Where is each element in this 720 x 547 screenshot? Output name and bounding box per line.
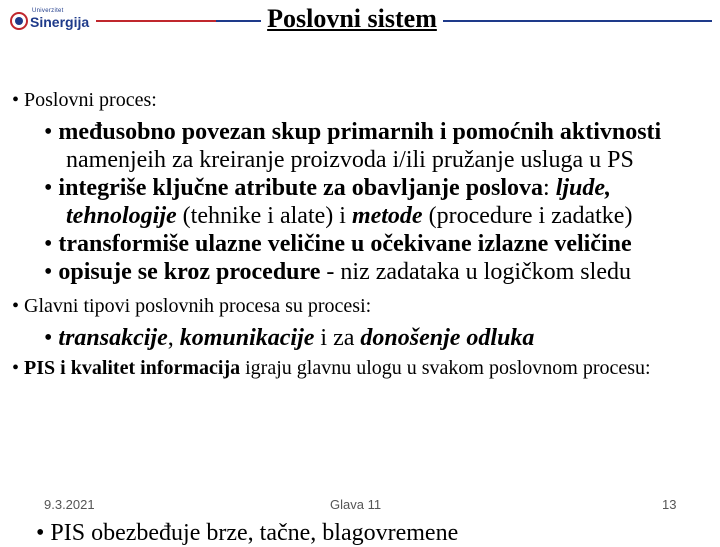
bullet-text: transformiše ulazne veličine u očekivane izlazne veličine xyxy=(58,231,632,257)
page-number: 13 xyxy=(662,497,677,512)
footer-chapter: Glava 11 xyxy=(330,497,382,512)
bullet-level2: • transformiše ulazne veličine u očekivane izlazne veličine xyxy=(44,231,632,257)
bullet-text: integriše ključne atribute za obavljanje poslova: ljude, tehnologije (tehnike i alate) i metode (procedure i zadatke) xyxy=(58,175,633,229)
overflow-bullet-text: • PIS obezbeđuje brze, tačne, blagovremene xyxy=(36,520,459,546)
bullet-level2: • integriše ključne atribute za obavljanje poslova: ljude, tehnologije (tehnike i alate) i metode (procedure i zadatke) xyxy=(44,175,633,229)
slide-content xyxy=(12,88,706,386)
bullet-level2: • opisuje se kroz procedure - niz zadataka u logičkom sledu xyxy=(44,259,631,285)
bullet-text: opisuje se kroz procedure - niz zadataka u logičkom sledu xyxy=(58,259,631,285)
bullet-level1: • Poslovni proces: xyxy=(12,89,157,111)
logo-subtitle: Univerzitet xyxy=(32,8,64,14)
bullet-level2: • transakcije, komunikacije i za donošenje odluka xyxy=(44,325,535,351)
bullet-text: transakcije, komunikacije i za donošenje odluka xyxy=(58,325,535,351)
footer-date: 9.3.2021 xyxy=(44,497,95,512)
bullet-text: međusobno povezan skup primarnih i pomoćnih aktivnosti namenjeih za kreiranje proizvoda i/ili pružanje usluga u PS xyxy=(58,119,662,173)
bullet-level2: • međusobno povezan skup primarnih i pomoćnih aktivnosti namenjeih za kreiranje proizvoda i/ili pružanje usluga u PS xyxy=(44,119,662,173)
bullet-level1: • PIS i kvalitet informacija igraju glavnu ulogu u svakom poslovnom procesu: xyxy=(12,357,651,379)
bullet-level1: • Glavni tipovi poslovnih procesa su procesi: xyxy=(12,295,372,317)
logo-text: Sinergija xyxy=(30,14,90,30)
slide-title: Poslovni sistem xyxy=(0,4,704,34)
